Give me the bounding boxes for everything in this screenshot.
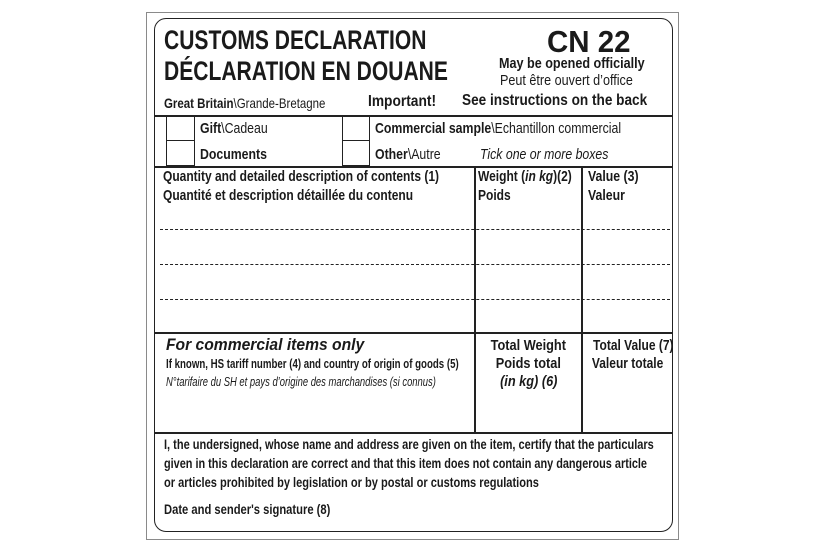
weight-header-en: Weight (in kg)(2)	[478, 168, 572, 185]
commercial-heading: For commercial items only	[166, 335, 365, 354]
commercial-sample-label: Commercial sample\Echantillon commercial	[375, 120, 622, 137]
signature-field[interactable]	[340, 498, 665, 526]
description-header-en: Quantity and detailed description of contents (1)	[163, 168, 440, 185]
total-value-en: Total Value (7)	[593, 337, 674, 354]
documents-label: Documents	[200, 146, 267, 163]
other-checkbox[interactable]	[343, 142, 369, 165]
country-line	[164, 95, 361, 111]
total-value-field[interactable]	[585, 376, 669, 430]
contents-row-2[interactable]	[160, 264, 670, 265]
title-english: CUSTOMS DECLARATION	[164, 25, 427, 55]
weight-header-fr: Poids	[478, 187, 511, 204]
hs-tariff-fr: N°tarifaire du SH et pays d’origine des marchandises (si connus)	[166, 374, 436, 389]
title-french: DÉCLARATION EN DOUANE	[164, 56, 448, 86]
gift-checkbox[interactable]	[167, 117, 194, 140]
total-weight-en: Total Weight	[490, 337, 567, 354]
rule-below-header	[155, 115, 672, 117]
gift-label: Gift\Cadeau	[200, 120, 268, 137]
hs-tariff-en: If known, HS tariff number (4) and country of origin of goods (5)	[166, 356, 459, 371]
total-value-fr: Valeur totale	[591, 355, 664, 372]
total-weight-unit: (in kg) (6)	[499, 373, 558, 390]
certification-line-1: I, the undersigned, whose name and address are given on the item, certify that the particulars	[164, 436, 654, 452]
contents-row-3[interactable]	[160, 299, 670, 300]
opened-officially-fr: Peut être ouvert d’office	[500, 72, 633, 89]
certification-line-2: given in this declaration are correct and that this item does not contain any dangerous article	[164, 455, 647, 471]
documents-checkbox[interactable]	[167, 142, 194, 165]
total-weight-fr: Poids total	[495, 355, 562, 372]
country-separator: \	[233, 95, 237, 111]
description-header-fr: Quantité et description détaillée du contenu	[163, 187, 414, 204]
signature-label: Date and sender's signature (8)	[164, 501, 331, 517]
value-header-en: Value (3)	[588, 168, 639, 185]
rule-below-contents	[155, 332, 672, 334]
commercial-sample-checkbox[interactable]	[343, 117, 369, 140]
certification-line-3: or articles prohibited by legislation or by postal or customs regulations	[164, 474, 539, 490]
instructions-note: See instructions on the back	[462, 92, 648, 109]
tick-hint: Tick one or more boxes	[480, 146, 609, 163]
important-label: Important!	[368, 93, 437, 110]
country-french: Grande-Bretagne	[236, 95, 326, 111]
form-code: CN 22	[547, 24, 631, 59]
contents-row-1[interactable]	[160, 229, 670, 230]
total-weight-field[interactable]	[478, 394, 579, 430]
opened-officially-en: May be opened officially	[499, 55, 645, 72]
hs-tariff-field[interactable]	[167, 392, 472, 430]
country-english: Great Britain	[164, 95, 234, 111]
other-label: Other\Autre	[375, 146, 441, 163]
rule-below-commercial	[155, 432, 672, 434]
value-header-fr: Valeur	[588, 187, 625, 204]
